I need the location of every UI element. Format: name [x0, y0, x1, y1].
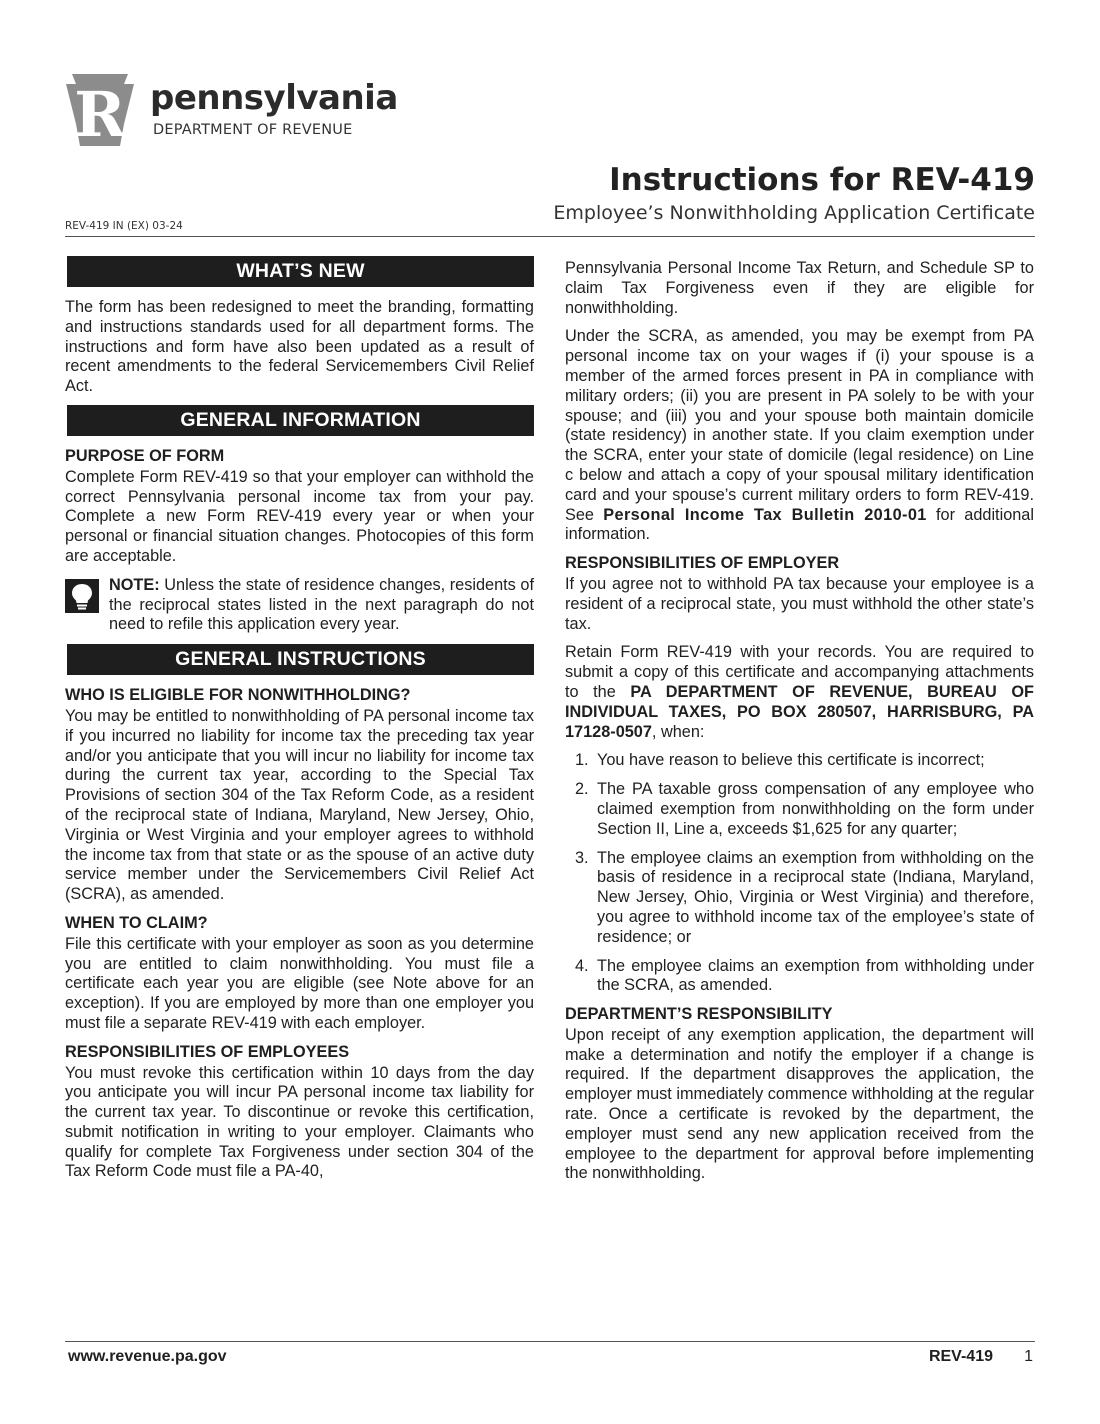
section-heading-general-instructions: GENERAL INSTRUCTIONS [67, 644, 534, 675]
list-item-number: 4. [575, 956, 589, 975]
page-number: 1 [1024, 1348, 1033, 1365]
retain-paragraph [565, 643, 1034, 742]
retain-text-2: , when: [651, 722, 705, 741]
employees-responsibility-paragraph: You must revoke this certification within 10 days from the day you anticipate you will incur PA personal income tax liability for the current tax year. To discontinue or revoke this certification, submit notification in writing to your employer. Claimants who qualify for complete Tax Forgiveness under section 304 of the Tax Reform Code must file a PA-40, [65, 1063, 534, 1181]
when-to-claim-paragraph: File this certificate with your employer as soon as you determine you are entitled to claim nonwithholding. You must file a certificate each year you are eligible (see Note above for an exception). If you are employed by more than one employer you must file a separate REV-419 with each employer. [65, 934, 534, 1032]
list-item [565, 957, 1034, 997]
scra-text-1: Under the SCRA, as amended, you may be exempt from PA personal income tax on your wages if (i) your spouse is a member of the armed forces present in PA in compliance with military orders; (ii) you are present in PA solely to be with your spouse; and (iii) you and your spouse both maintain domicile (state residency) in another state. If you claim exemption under the SCRA, enter your state of domicile (legal residence) on Line c below and attach a copy of your spousal military identification card and your spouse’s current military orders to form REV-419. See [565, 327, 1034, 524]
keystone-icon [64, 72, 136, 148]
scra-paragraph [565, 327, 1034, 545]
list-item-text: The employee claims an exemption from withholding under the SCRA, as amended. [597, 956, 1034, 995]
footer-divider [65, 1341, 1035, 1342]
lightbulb-icon [65, 579, 99, 613]
section-heading-general-information: GENERAL INFORMATION [67, 405, 534, 436]
list-item [565, 849, 1034, 948]
footer-form-name: REV-419 [928, 1348, 993, 1365]
list-item-number: 3. [575, 848, 589, 867]
list-item-number: 2. [575, 780, 589, 799]
pa-revenue-logo [64, 72, 398, 152]
employer-submission-list [565, 751, 1034, 996]
eligible-paragraph: You may be entitled to nonwithholding of PA personal income tax if you incurred no liability for income tax the preceding tax year and/or you anticipate that you will incur no liability for income tax during the current tax year, according to the Special Tax Provisions of section 304 of the Tax Reform Code, as a resident of the reciprocal state of Indiana, Maryland, New Jersey, Ohio, Virginia or West Virginia and your employer agrees to withhold the income tax from that state or as the spouse of an active duty service member under the Servicemembers Civil Relief Act (SCRA), as amended. [65, 706, 534, 904]
continued-paragraph: Pennsylvania Personal Income Tax Return, and Schedule SP to claim Tax Forgiveness even if they are eligible for nonwithholding. [565, 259, 1034, 317]
section-heading-whats-new: WHAT’S NEW [67, 256, 534, 287]
list-item-text: You have reason to believe this certificate is incorrect; [597, 751, 985, 770]
scra-text-2: for additional information. [565, 505, 1034, 544]
form-code: REV-419 IN (EX) 03-24 [65, 220, 183, 232]
retain-text-1: Retain Form REV-419 with your records. You are required to submit a copy of this certificate and accompanying attachments to the [565, 643, 1034, 701]
document-subtitle: Employee’s Nonwithholding Application Certificate [553, 202, 1035, 224]
list-item [565, 780, 1034, 839]
list-item-text: The PA taxable gross compensation of any employee who claimed exemption from nonwithholding on the form under Section II, Line a, exceeds $1,625 for any quarter; [597, 780, 1034, 838]
header-divider [65, 236, 1035, 237]
right-column [565, 259, 1034, 1193]
when-to-claim-heading: WHEN TO CLAIM? [65, 913, 208, 932]
note-block [65, 576, 534, 635]
note-text: Unless the state of residence changes, residents of the reciprocal states listed in the next paragraph do not need to refile this application every year. [109, 575, 534, 634]
employees-responsibility-heading: RESPONSIBILITIES OF EMPLOYEES [65, 1042, 350, 1061]
note-label: NOTE: [109, 575, 160, 594]
document-title: Instructions for REV-419 [609, 162, 1035, 198]
eligible-heading: WHO IS ELIGIBLE FOR NONWITHHOLDING? [65, 686, 411, 705]
department-responsibility-paragraph: Upon receipt of any exemption application, the department will make a determination and notify the employer if a change is required. If the department disapproves the application, the employer must immediately commence withholding at the regular rate. Once a certificate is revoked by the department, the employer must send any new application received from the employee to the department for approval before implementing the nonwithholding. [565, 1025, 1034, 1183]
list-item [565, 751, 1034, 771]
svg-text:R: R [74, 78, 126, 148]
mailing-address: PA DEPARTMENT OF REVENUE, BUREAU OF INDIVIDUAL TAXES, PO BOX 280507, HARRISBURG, PA 17128-0507 [565, 682, 1034, 741]
purpose-paragraph: Complete Form REV-419 so that your employer can withhold the correct Pennsylvania personal income tax from your pay. Complete a new Form REV-419 every year or when your personal or financial situation changes. Photocopies of this form are acceptable. [65, 467, 534, 565]
left-column [65, 256, 534, 1191]
list-item-number: 1. [575, 751, 589, 770]
employer-responsibility-paragraph: If you agree not to withhold PA tax because your employee is a resident of a reciprocal state, you must withhold the other state’s tax. [565, 574, 1034, 633]
whats-new-paragraph: The form has been redesigned to meet the branding, formatting and instructions standards used for all department forms. The instructions and form have also been updated as a result of recent amendments to the federal Servicemembers Civil Relief Act. [65, 298, 534, 396]
employer-responsibility-heading: RESPONSIBILITIES OF EMPLOYER [565, 554, 840, 573]
footer-website-link[interactable]: www.revenue.pa.gov [68, 1348, 227, 1365]
logo-wordmark: pennsylvania [150, 78, 398, 118]
purpose-heading: PURPOSE OF FORM [65, 446, 225, 465]
logo-department: DEPARTMENT OF REVENUE [153, 122, 353, 138]
list-item-text: The employee claims an exemption from withholding on the basis of residence in a reciprocal state (Indiana, Maryland, New Jersey, Ohio, Virginia or West Virginia) and therefore, you agree to withhold income tax of the employee’s state of residence; or [597, 848, 1034, 946]
department-responsibility-heading: DEPARTMENT’S RESPONSIBILITY [565, 1005, 833, 1024]
scra-bulletin-reference: Personal Income Tax Bulletin 2010-01 [603, 505, 927, 524]
